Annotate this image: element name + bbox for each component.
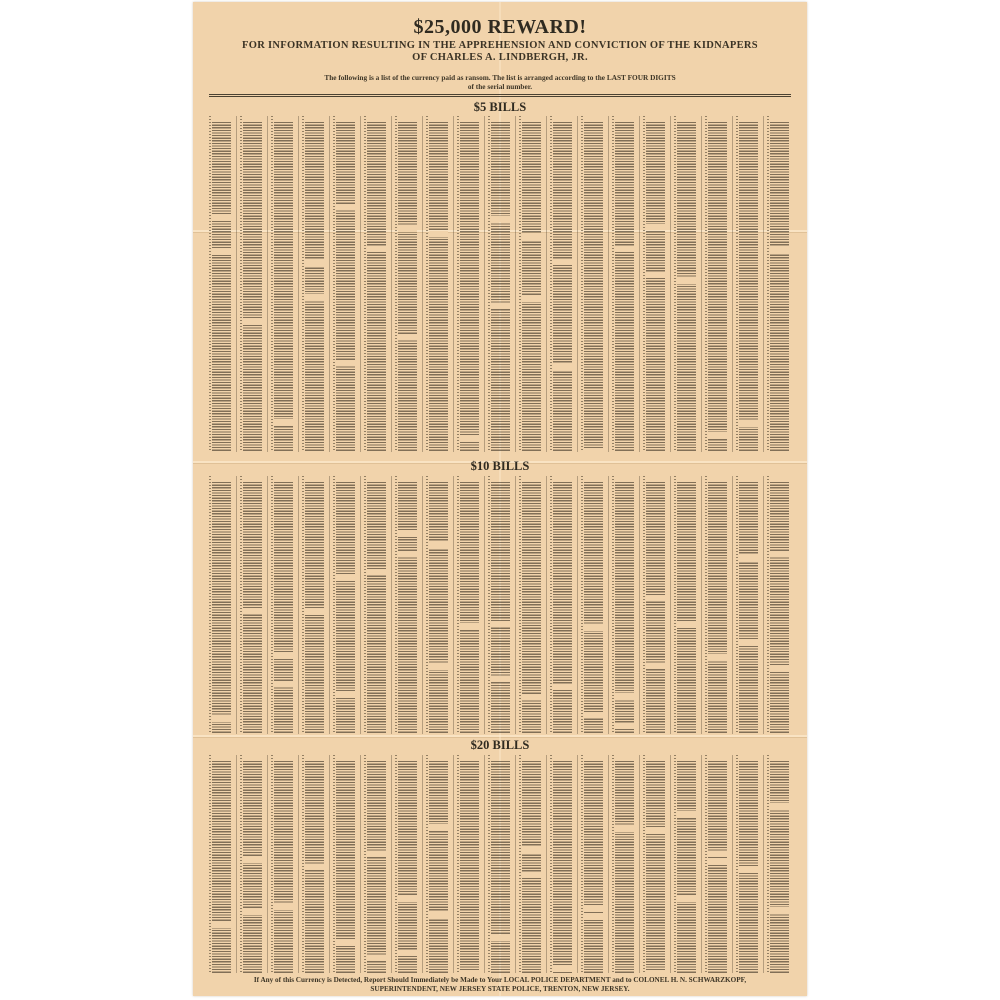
serial-number-list <box>398 482 417 734</box>
column-gap <box>677 622 696 628</box>
poster-subtitle-line1: FOR INFORMATION RESULTING IN THE APPREHENSION AND CONVICTION OF THE KIDNAPERS <box>242 40 758 51</box>
footer-line1: If Any of this Currency is Detected, Report Should Immediately be Made to Your LOCAL POLICE DEPARTMENT and to COLONEL H. N. SCHWARZKOPF, <box>253 976 747 984</box>
column-separator <box>329 476 330 734</box>
column-gap <box>491 935 510 941</box>
serial-number-list <box>739 122 758 452</box>
serial-column <box>550 116 572 452</box>
column-gap <box>336 204 355 210</box>
column-separator <box>515 116 516 452</box>
column-gap <box>367 851 386 857</box>
serial-number-list <box>460 761 479 973</box>
column-separator <box>701 476 702 734</box>
column-separator <box>329 755 330 973</box>
column-separator <box>639 116 640 452</box>
serial-number-list <box>460 122 479 452</box>
footer-line2: SUPERINTENDENT, NEW JERSEY STATE POLICE, TRENTON, NEW JERSEY. <box>370 985 630 993</box>
column-gap <box>398 896 417 902</box>
serial-number-list <box>646 482 665 734</box>
column-gap <box>305 294 324 300</box>
column-separator <box>360 755 361 973</box>
serial-number-list <box>212 122 231 452</box>
serial-number-list <box>584 761 603 973</box>
column-gap <box>770 803 789 809</box>
column-gap <box>677 811 696 817</box>
serial-number-list <box>212 482 231 734</box>
header-rule <box>209 94 791 97</box>
serial-column <box>705 116 727 452</box>
poster-title: $25,000 REWARD! <box>413 16 587 38</box>
column-gap <box>429 231 448 237</box>
serial-column <box>302 476 324 734</box>
serial-column <box>426 476 448 734</box>
column-gap <box>708 851 727 857</box>
column-separator <box>670 116 671 452</box>
column-gap <box>770 907 789 913</box>
column-gap <box>367 246 386 252</box>
serial-column <box>612 476 634 734</box>
column-gap <box>336 360 355 366</box>
column-separator <box>453 116 454 452</box>
column-separator <box>763 755 764 973</box>
column-gap <box>522 234 541 240</box>
column-gap <box>491 621 510 627</box>
serial-number-list <box>770 482 789 734</box>
serial-number-list <box>491 482 510 734</box>
serial-column <box>550 476 572 734</box>
column-gap <box>491 216 510 222</box>
column-separator <box>546 116 547 452</box>
column-gap <box>770 666 789 672</box>
column-separator <box>608 116 609 452</box>
serial-column <box>488 116 510 452</box>
serial-column <box>364 116 386 452</box>
serial-number-list <box>739 482 758 734</box>
serial-number-list <box>770 122 789 452</box>
column-gap <box>739 866 758 872</box>
serial-number-list <box>243 122 262 452</box>
serial-number-list <box>398 761 417 973</box>
column-gap <box>677 896 696 902</box>
serial-number-list <box>584 482 603 734</box>
column-gap <box>398 531 417 537</box>
serial-column <box>581 755 603 973</box>
serial-column <box>736 116 758 452</box>
column-separator <box>391 476 392 734</box>
serial-number-list <box>522 122 541 452</box>
serial-column <box>302 755 324 973</box>
column-gap <box>336 575 355 581</box>
column-gap <box>274 681 293 687</box>
serial-column <box>395 116 417 452</box>
serial-column <box>271 116 293 452</box>
column-gap <box>708 654 727 660</box>
column-separator <box>639 755 640 973</box>
serial-column <box>519 755 541 973</box>
serial-column <box>767 116 789 452</box>
serial-number-list <box>274 761 293 973</box>
column-gap <box>212 716 231 722</box>
column-gap <box>243 909 262 915</box>
serial-number-list <box>305 122 324 452</box>
serial-column <box>333 476 355 734</box>
column-gap <box>553 966 572 972</box>
serial-column <box>705 476 727 734</box>
section-title-10-bills: $10 BILLS <box>470 459 530 473</box>
serial-column <box>519 116 541 452</box>
column-separator <box>484 476 485 734</box>
serial-column <box>581 116 603 452</box>
column-gap <box>553 364 572 370</box>
column-gap <box>429 664 448 670</box>
serial-number-list <box>491 122 510 452</box>
column-separator <box>298 116 299 452</box>
serial-number-list <box>770 761 789 973</box>
column-gap <box>367 955 386 961</box>
column-gap <box>708 858 727 864</box>
column-separator <box>732 116 733 452</box>
poster-note-line2: of the serial number. <box>467 82 533 91</box>
column-separator <box>267 755 268 973</box>
column-gap <box>770 247 789 253</box>
column-gap <box>274 904 293 910</box>
serial-number-list <box>274 122 293 452</box>
column-gap <box>615 693 634 699</box>
serial-column <box>240 755 262 973</box>
serial-column <box>612 755 634 973</box>
serial-column <box>581 476 603 734</box>
column-gap <box>522 296 541 302</box>
column-gap <box>336 940 355 946</box>
column-gap <box>646 663 665 669</box>
serial-column <box>643 755 665 973</box>
serial-number-list <box>677 122 696 452</box>
serial-column <box>333 116 355 452</box>
column-gap <box>429 912 448 918</box>
serial-column <box>674 116 696 452</box>
column-separator <box>639 476 640 734</box>
column-gap <box>212 922 231 928</box>
serial-column <box>488 476 510 734</box>
column-gap <box>522 847 541 853</box>
column-separator <box>670 476 671 734</box>
column-gap <box>584 448 603 454</box>
column-gap <box>646 272 665 278</box>
serial-table-20-bills <box>209 755 791 973</box>
serial-number-list <box>367 761 386 973</box>
serial-column <box>457 476 479 734</box>
column-gap <box>584 906 603 912</box>
poster-note-line1: The following is a list of the currency paid as ransom. The list is arranged according to the LAST FOUR DIGITS <box>324 73 676 82</box>
serial-column <box>240 116 262 452</box>
poster-subtitle-line2: OF CHARLES A. LINDBERGH, JR. <box>412 52 588 63</box>
serial-column <box>767 476 789 734</box>
column-separator <box>236 116 237 452</box>
column-gap <box>212 249 231 255</box>
column-separator <box>298 476 299 734</box>
section-title-5-bills: $5 BILLS <box>473 100 527 114</box>
serial-column <box>457 116 479 452</box>
column-gap <box>367 569 386 575</box>
column-gap <box>460 623 479 629</box>
serial-number-list <box>491 761 510 973</box>
column-gap <box>646 827 665 833</box>
column-gap <box>274 419 293 425</box>
serial-column <box>643 476 665 734</box>
serial-number-list <box>708 761 727 973</box>
serial-table-10-bills <box>209 476 791 734</box>
serial-number-list <box>460 482 479 734</box>
column-gap <box>615 723 634 729</box>
column-separator <box>701 755 702 973</box>
column-separator <box>298 755 299 973</box>
serial-number-list <box>615 122 634 452</box>
column-separator <box>577 116 578 452</box>
serial-column <box>674 476 696 734</box>
serial-column <box>364 476 386 734</box>
column-separator <box>267 116 268 452</box>
column-gap <box>553 684 572 690</box>
serial-number-list <box>243 761 262 973</box>
serial-column <box>209 755 231 973</box>
serial-column <box>426 755 448 973</box>
serial-number-list <box>212 761 231 973</box>
serial-column <box>271 476 293 734</box>
column-separator <box>732 755 733 973</box>
serial-number-list <box>553 761 572 973</box>
column-separator <box>546 755 547 973</box>
column-separator <box>422 476 423 734</box>
column-gap <box>615 826 634 832</box>
serial-number-list <box>677 482 696 734</box>
column-gap <box>584 625 603 631</box>
column-gap <box>398 950 417 956</box>
column-separator <box>391 755 392 973</box>
column-separator <box>732 476 733 734</box>
column-gap <box>429 542 448 548</box>
section-title-20-bills: $20 BILLS <box>470 738 530 752</box>
serial-number-list <box>429 122 448 452</box>
column-gap <box>491 303 510 309</box>
serial-column <box>643 116 665 452</box>
column-separator <box>391 116 392 452</box>
serial-column <box>519 476 541 734</box>
serial-table-5-bills <box>209 116 791 452</box>
serial-number-list <box>646 122 665 452</box>
serial-number-list <box>274 482 293 734</box>
serial-number-list <box>429 761 448 973</box>
column-gap <box>646 595 665 601</box>
column-gap <box>398 334 417 340</box>
serial-number-list <box>367 122 386 452</box>
serial-number-list <box>553 482 572 734</box>
column-separator <box>453 755 454 973</box>
serial-column <box>674 755 696 973</box>
serial-column <box>395 755 417 973</box>
serial-number-list <box>615 761 634 973</box>
column-gap <box>274 653 293 659</box>
column-gap <box>615 246 634 252</box>
serial-number-list <box>708 122 727 452</box>
serial-column <box>364 755 386 973</box>
serial-column <box>333 755 355 973</box>
column-separator <box>763 476 764 734</box>
serial-column <box>612 116 634 452</box>
column-gap <box>491 676 510 682</box>
column-gap <box>739 421 758 427</box>
serial-number-list <box>708 482 727 734</box>
serial-column <box>736 755 758 973</box>
column-gap <box>677 277 696 283</box>
serial-number-list <box>336 122 355 452</box>
column-separator <box>515 755 516 973</box>
column-gap <box>646 224 665 230</box>
column-gap <box>243 857 262 863</box>
column-separator <box>422 116 423 452</box>
column-separator <box>701 116 702 452</box>
serial-column <box>488 755 510 973</box>
column-separator <box>484 755 485 973</box>
column-gap <box>460 436 479 442</box>
serial-number-list <box>553 122 572 452</box>
column-separator <box>329 116 330 452</box>
column-gap <box>708 432 727 438</box>
serial-column <box>395 476 417 734</box>
column-gap <box>305 609 324 615</box>
column-gap <box>212 214 231 220</box>
column-separator <box>670 755 671 973</box>
serial-column <box>209 476 231 734</box>
serial-number-list <box>398 122 417 452</box>
serial-column <box>767 755 789 973</box>
serial-column <box>209 116 231 452</box>
serial-column <box>271 755 293 973</box>
column-separator <box>267 476 268 734</box>
column-gap <box>739 555 758 561</box>
column-separator <box>360 476 361 734</box>
column-separator <box>422 755 423 973</box>
serial-column <box>240 476 262 734</box>
serial-number-list <box>522 761 541 973</box>
column-separator <box>608 476 609 734</box>
serial-number-list <box>429 482 448 734</box>
column-separator <box>577 755 578 973</box>
serial-column <box>705 755 727 973</box>
column-gap <box>398 551 417 557</box>
serial-column <box>457 755 479 973</box>
column-gap <box>398 226 417 232</box>
column-separator <box>236 755 237 973</box>
column-separator <box>453 476 454 734</box>
column-separator <box>763 116 764 452</box>
column-gap <box>584 914 603 920</box>
column-separator <box>360 116 361 452</box>
column-gap <box>522 872 541 878</box>
column-gap <box>553 259 572 265</box>
column-gap <box>584 712 603 718</box>
serial-column <box>302 116 324 452</box>
serial-number-list <box>646 761 665 973</box>
serial-column <box>736 476 758 734</box>
column-gap <box>336 692 355 698</box>
reward-poster <box>193 2 807 996</box>
serial-number-list <box>367 482 386 734</box>
column-separator <box>515 476 516 734</box>
serial-column <box>550 755 572 973</box>
serial-number-list <box>584 122 603 452</box>
column-separator <box>546 476 547 734</box>
column-gap <box>739 640 758 646</box>
column-separator <box>236 476 237 734</box>
column-gap <box>243 319 262 325</box>
column-gap <box>522 694 541 700</box>
column-gap <box>305 864 324 870</box>
column-gap <box>429 824 448 830</box>
serial-number-list <box>677 761 696 973</box>
column-separator <box>484 116 485 452</box>
column-gap <box>243 608 262 614</box>
column-separator <box>608 755 609 973</box>
column-separator <box>577 476 578 734</box>
column-gap <box>770 551 789 557</box>
column-gap <box>305 260 324 266</box>
serial-column <box>426 116 448 452</box>
